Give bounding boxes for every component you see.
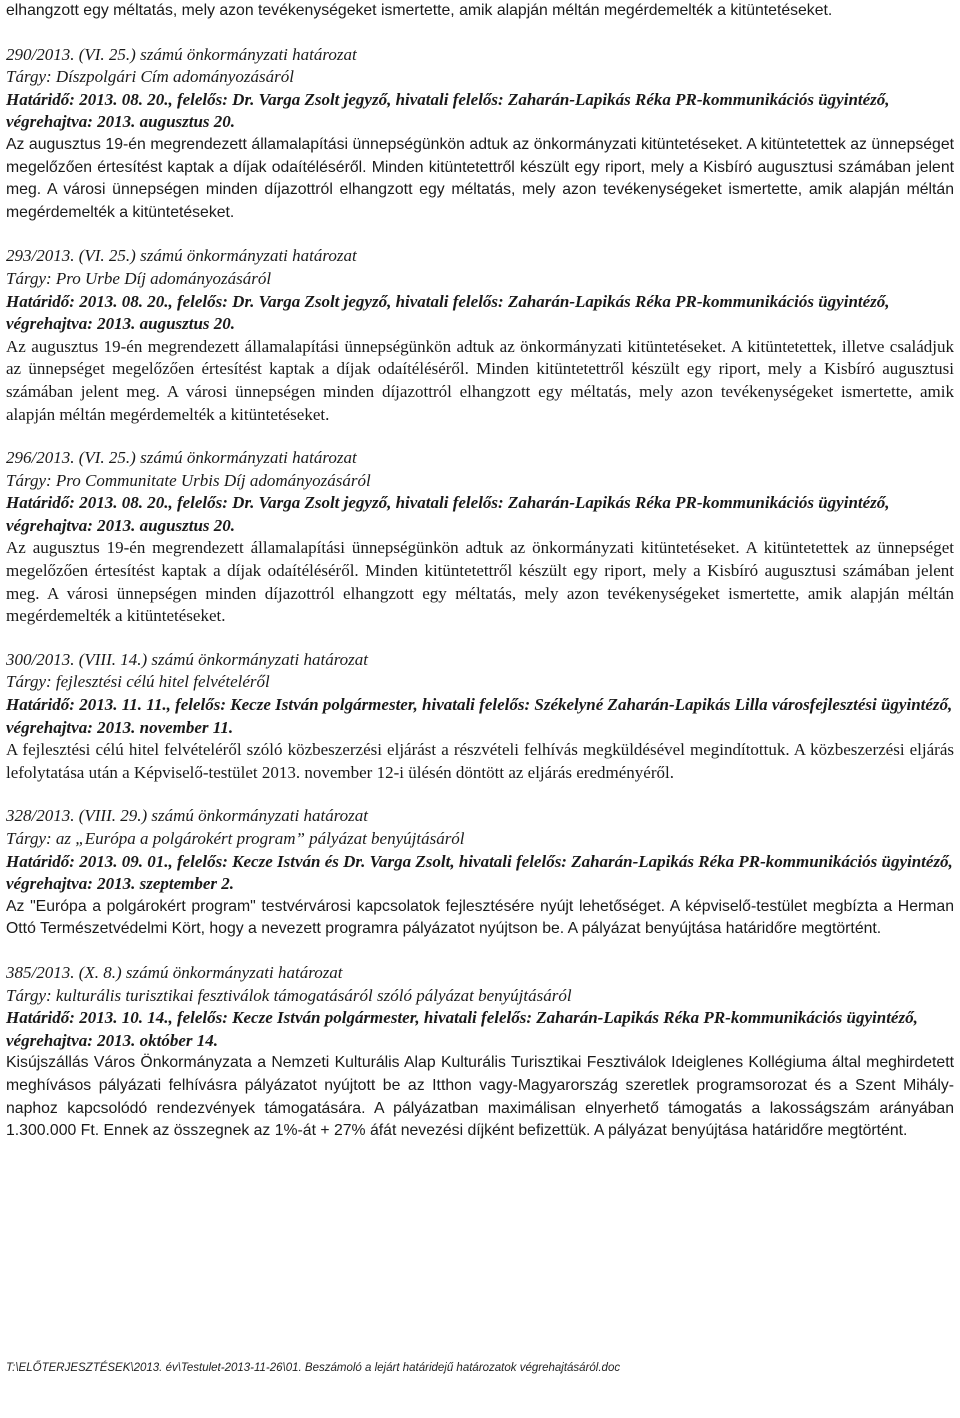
resolution-deadline: Határidő: 2013. 11. 11., felelős: Kecze István polgármester, hivatali felelős: Székelyné Zaharán-Lapikás Lilla városfejlesztési ügyintéző, végrehajtva: 2013. november 11. bbox=[6, 695, 953, 737]
resolution-deadline: Határidő: 2013. 08. 20., felelős: Dr. Varga Zsolt jegyző, hivatali felelős: Zaharán-Lapikás Réka PR-kommunikációs ügyintéző, végrehajtva: 2013. augusztus 20. bbox=[6, 89, 890, 132]
resolution-subject: Tárgy: kulturális turisztikai fesztiválok támogatásáról szóló pályázat benyújtásáról bbox=[6, 985, 572, 1005]
resolution-body: Az augusztus 19-én megrendezett államalapítási ünnepségünkön adtuk az önkormányzati kitüntetéseket. A kitüntetettek, illetve családjuk az ünnepséget megelőzően értesítést kaptak a díjak odaítéléséről. Minden kitüntetettről készült egy riport, mely a Kisbíró augusztusi számában jelent meg. A városi ünnepségen minden díjazottról elhangzott egy méltatás, mely azon tevékenységeket ismertette, amik alapján méltán megérdemelték a kitüntetéseket. bbox=[6, 336, 954, 424]
resolution-body: A fejlesztési célú hitel felvételéről szóló közbeszerzési eljárást a részvételi felhívás megküldésével megindítottuk. A közbeszerzési eljárás lefolytatása után a Képviselő-testület 2013. november 12-i ülésén döntött az eljárás eredményéről. bbox=[6, 740, 954, 782]
resolution-number: 328/2013. (VIII. 29.) számú önkormányzati határozat bbox=[6, 806, 369, 826]
file-path-footer: T:\ELŐTERJESZTÉSEK\2013. év\Testulet-2013-11-26\01. Beszámoló a lejárt határidejű határozatok végrehajtásáról.doc bbox=[6, 1362, 621, 1374]
intro-paragraph: elhangzott egy méltatás, mely azon tevékenységeket ismertette, amik alapján méltán megérdemelték a kitüntetéseket. bbox=[6, 2, 833, 19]
resolution-subject: Tárgy: Pro Communitate Urbis Díj adományozásáról bbox=[6, 470, 371, 490]
resolution-subject: Tárgy: az „Európa a polgárokért program” pályázat benyújtásáról bbox=[6, 829, 465, 848]
resolution-293 bbox=[6, 245, 954, 426]
resolution-deadline: Határidő: 2013. 08. 20., felelős: Dr. Varga Zsolt jegyző, hivatali felelős: Zaharán-Lapikás Réka PR-kommunikációs ügyintéző, végrehajtva: 2013. augusztus 20. bbox=[6, 493, 890, 535]
resolution-296 bbox=[6, 447, 954, 628]
resolution-number: 293/2013. (VI. 25.) számú önkormányzati határozat bbox=[6, 246, 357, 266]
resolution-deadline: Határidő: 2013. 10. 14., felelős: Kecze István polgármester, hivatali felelős: Zaharán-Lapikás Réka PR-kommunikációs ügyintéző, végrehajtva: 2013. október 14. bbox=[6, 1008, 918, 1050]
resolution-number: 296/2013. (VI. 25.) számú önkormányzati határozat bbox=[6, 448, 357, 468]
resolution-deadline: Határidő: 2013. 08. 20., felelős: Dr. Varga Zsolt jegyző, hivatali felelős: Zaharán-Lapikás Réka PR-kommunikációs ügyintéző, végrehajtva: 2013. augusztus 20. bbox=[6, 291, 890, 334]
resolution-number: 300/2013. (VIII. 14.) számú önkormányzati határozat bbox=[6, 649, 369, 669]
resolution-body: Az "Európa a polgárokért program" testvérvárosi kapcsolatok fejlesztésére nyújt lehetőséget. A képviselő-testület megbízta a Herman Ottó Természetvédelmi Kört, hogy a nevezett programra pályázatot nyújtson be. A pályázat benyújtása határidőre megtörtént. bbox=[6, 897, 954, 938]
resolution-290 bbox=[6, 44, 954, 225]
resolution-300 bbox=[6, 649, 954, 785]
resolution-328 bbox=[6, 805, 954, 941]
resolution-body: Kisújszállás Város Önkormányzata a Nemzeti Kulturális Alap Kulturális Turisztikai Fesztiválok Ideiglenes Kollégiuma által meghirdetett meghívásos pályázati felhívásra pályázatot nyújtott be az Itthon vagy-Magyarország szeretlek programsorozat és a Szent Mihály-naphoz kapcsolódó rendezvények támogatására. A pályázatban maximálisan elnyerhető támogatás a lakosságszám arányában 1.300.000 Ft. Ennek az összegnek az 1%-át + 27% áfát nevezési díjként befizettük. A pályázat benyújtása határidőre megtörtént. bbox=[6, 1054, 954, 1140]
resolution-body: Az augusztus 19-én megrendezett államalapítási ünnepségünkön adtuk az önkormányzati kitüntetéseket. A kitüntetettek az ünnepséget megelőzően értesítést kaptak a díjak odaítéléséről. Minden kitüntetettről készült egy riport, mely a Kisbíró augusztusi számában jelent meg. A városi ünnepségen minden díjazottról elhangzott egy méltatás, mely azon tevékenységeket ismertette, amik alapján méltán megérdemelték a kitüntetéseket. bbox=[6, 135, 954, 221]
resolution-body: Az augusztus 19-én megrendezett államalapítási ünnepségünkön adtuk az önkormányzati kitüntetéseket. A kitüntetettek az ünnepséget megelőzően értesítést kaptak a díjak odaítéléséről. Minden kitüntetettről készült egy riport, mely a Kisbíró augusztusi számában jelent meg. A városi ünnepségen minden díjazottról elhangzott egy méltatás, mely azon tevékenységeket ismertette, amik alapján méltán megérdemelték a kitüntetéseket. bbox=[6, 538, 954, 626]
resolution-subject: Tárgy: Pro Urbe Díj adományozásáról bbox=[6, 268, 272, 288]
resolution-number: 290/2013. (VI. 25.) számú önkormányzati határozat bbox=[6, 44, 357, 64]
resolution-subject: Tárgy: fejlesztési célú hitel felvételéről bbox=[6, 672, 270, 692]
resolution-number: 385/2013. (X. 8.) számú önkormányzati határozat bbox=[6, 962, 343, 982]
resolution-deadline: Határidő: 2013. 09. 01., felelős: Kecze István és Dr. Varga Zsolt, hivatali felelős: Zaharán-Lapikás Réka PR-kommunikációs ügyintéző, végrehajtva: 2013. szeptember 2. bbox=[6, 851, 953, 894]
resolution-subject: Tárgy: Díszpolgári Cím adományozásáról bbox=[6, 67, 294, 87]
resolution-385 bbox=[6, 962, 954, 1143]
